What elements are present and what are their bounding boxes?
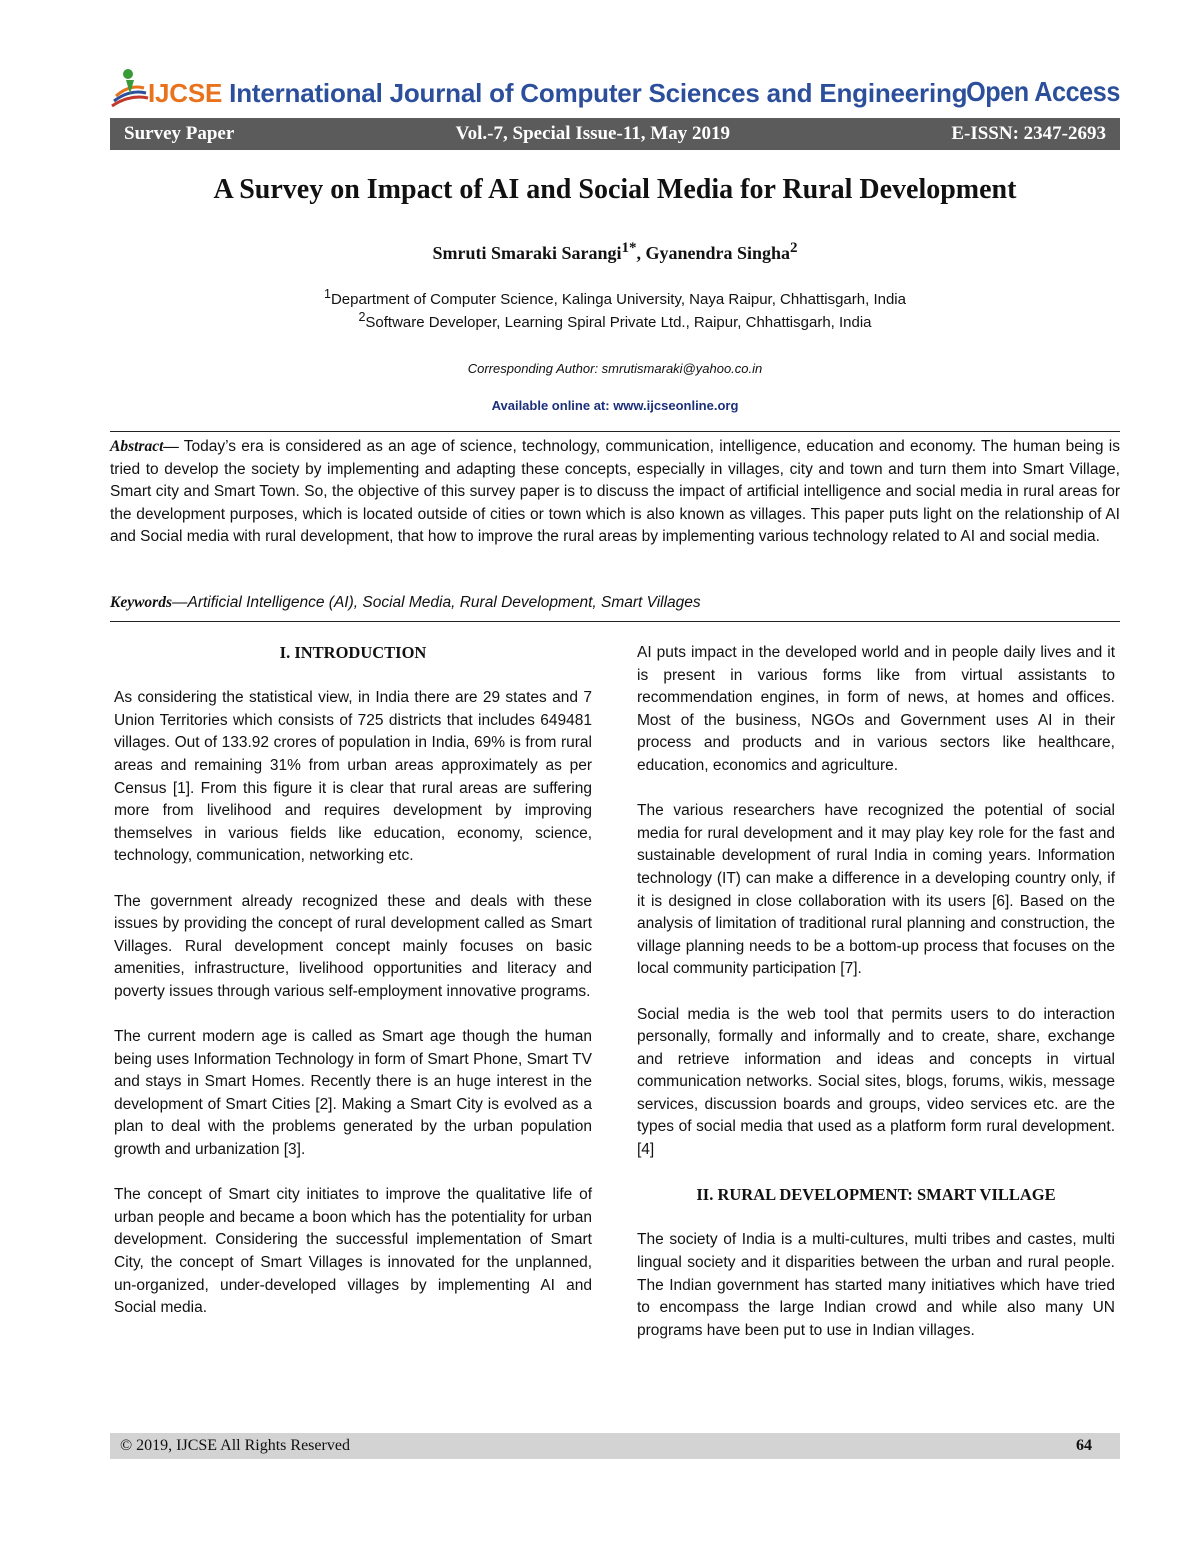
keywords [110, 594, 1120, 612]
section-2-heading: II. RURAL DEVELOPMENT: SMART VILLAGE [696, 1185, 1056, 1205]
keywords-text: Artificial Intelligence (AI), Social Media, Rural Development, Smart Villages [187, 594, 701, 611]
right-column [637, 642, 1115, 1365]
journal-masthead [110, 64, 1120, 114]
author-2-superscript: 2 [790, 240, 798, 256]
keywords-label: Keywords [110, 594, 172, 611]
abstract [110, 436, 1120, 549]
author-1-superscript: 1* [621, 240, 637, 256]
author-2: Gyanendra Singha [645, 243, 791, 263]
copyright: © 2019, IJCSE All Rights Reserved [120, 1437, 350, 1454]
abstract-dash: — [163, 438, 184, 455]
section-1-heading: I. INTRODUCTION [279, 643, 427, 662]
paragraph: AI puts impact in the developed world and in people daily lives and it is present in various forms like from virtual assistants to recommendation engines, in form of news, at homes and offices. Most of the business, NGOs and Government uses AI in their process and products and in various sectors like healthcare, education, economics and agriculture. [637, 644, 1115, 774]
affiliation-1 [110, 287, 1120, 308]
affiliation-2-text: Software Developer, Learning Spiral Private Ltd., Raipur, Chhattisgarh, India [365, 314, 872, 331]
issn: E-ISSN: 2347-2693 [951, 123, 1106, 144]
paragraph: Social media is the web tool that permits users to do interaction personally, formally and informally and to create, share, exchange and retrieve information and ideas and concepts in virtual communication networks. Social sites, blogs, forums, wikis, message services, discussion boards and groups, video services etc. are the types of social media that used as a platform form rural development. [4] [637, 1005, 1115, 1159]
journal-full-name: International Journal of Computer Sciences and Engineering [222, 78, 968, 108]
issue-banner [110, 118, 1120, 150]
paper-title: A Survey on Impact of AI and Social Media for Rural Development [213, 174, 1017, 205]
open-access-label: Open Access [966, 76, 1120, 107]
left-column [114, 642, 592, 1342]
paragraph: The concept of Smart city initiates to improve the qualitative life of urban people and became a boon which has the potentiality for urban development. Considering the successful implementation of Smart City, the concept of Smart Villages is innovated for the unplanned, un-organized, under-developed villages by implementing AI and Social media. [114, 1186, 592, 1317]
paragraph: The society of India is a multi-cultures, multi tribes and castes, multi lingual society and it disparities between the urban and rural people. The Indian government has started many initiatives which have tried to encompass the large Indian crowd and while also many UN programs have been put to use in Indian villages. [637, 1231, 1115, 1339]
keywords-dash: — [172, 594, 188, 611]
abstract-text: Today’s era is considered as an age of science, technology, communication, intelligence, education and economy. The human being is tried to develop the society by implementing and adapting these concepts, especially in villages, city and town and turn them into Smart Village, Smart city and Smart Town. So, the objective of this survey paper is to discuss the impact of artificial intelligence and social media in rural areas for the development purposes, which is located outside of cities or town which is also known as villages. This paper puts light on the relationship of AI and Social media with rural development, that how to improve the rural areas by implementing various technology related to AI and social media. [110, 438, 1120, 546]
paragraph: The various researchers have recognized the potential of social media for rural development and it may play key role for the fast and sustainable development of rural India in coming years. Information technology (IT) can make a difference in a developing country only, if it is designed in close collaboration with its users [6]. Based on the analysis of limitation of traditional rural planning and construction, the village planning needs to be a bottom-up process that focuses on the local community participation [7]. [637, 802, 1115, 978]
affiliation-2-superscript: 2 [358, 310, 366, 324]
paragraph: The government already recognized these and deals with these issues by providing the concept of rural development called as Smart Villages. Rural development concept mainly focuses on basic amenities, infrastructure, livelihood opportunities and literacy and poverty issues through various self-employment innovative programs. [114, 892, 592, 1000]
affiliation-2 [110, 310, 1120, 331]
volume-info: Vol.-7, Special Issue-11, May 2019 [455, 123, 730, 144]
page-footer [110, 1433, 1120, 1459]
abstract-top-rule [110, 431, 1120, 432]
paragraph: As considering the statistical view, in India there are 29 states and 7 Union Territories which consists of 725 districts that includes 649481 villages. Out of 133.92 crores of population in India, 69% is from rural areas and remaining 31% from urban areas approximately as per Census [1]. From this figure it is clear that rural areas are suffering more from livelihood and requires development by improving themselves in various fields like education, economy, science, technology, communication, networking etc. [114, 689, 592, 865]
abstract-label: Abstract [110, 438, 164, 455]
available-online-link[interactable]: Available online at: www.ijcseonline.org [491, 398, 739, 413]
author-1: Smruti Smaraki Sarangi [432, 243, 622, 263]
author-line [110, 240, 1120, 264]
keywords-bottom-rule [110, 621, 1120, 622]
author-separator: , [636, 243, 646, 263]
page-number: 64 [1076, 1437, 1092, 1454]
affiliation-1-superscript: 1 [324, 287, 331, 301]
affiliation-1-text: Department of Computer Science, Kalinga University, Naya Raipur, Chhattisgarh, India [330, 291, 906, 308]
paper-type: Survey Paper [124, 123, 235, 144]
journal-name [148, 78, 967, 109]
corresponding-author: Corresponding Author: smrutismaraki@yahoo.co.in [467, 361, 763, 376]
paragraph: The current modern age is called as Smart age though the human being uses Information Technology in form of Smart Phone, Smart TV and stays in Smart Homes. Recently there is an huge interest in the development of Smart Cities [2]. Making a Smart City is evolved as a plan to deal with the problems generated by the urban population growth and urbanization [3]. [114, 1028, 592, 1159]
journal-abbreviation: IJCSE [148, 78, 223, 108]
